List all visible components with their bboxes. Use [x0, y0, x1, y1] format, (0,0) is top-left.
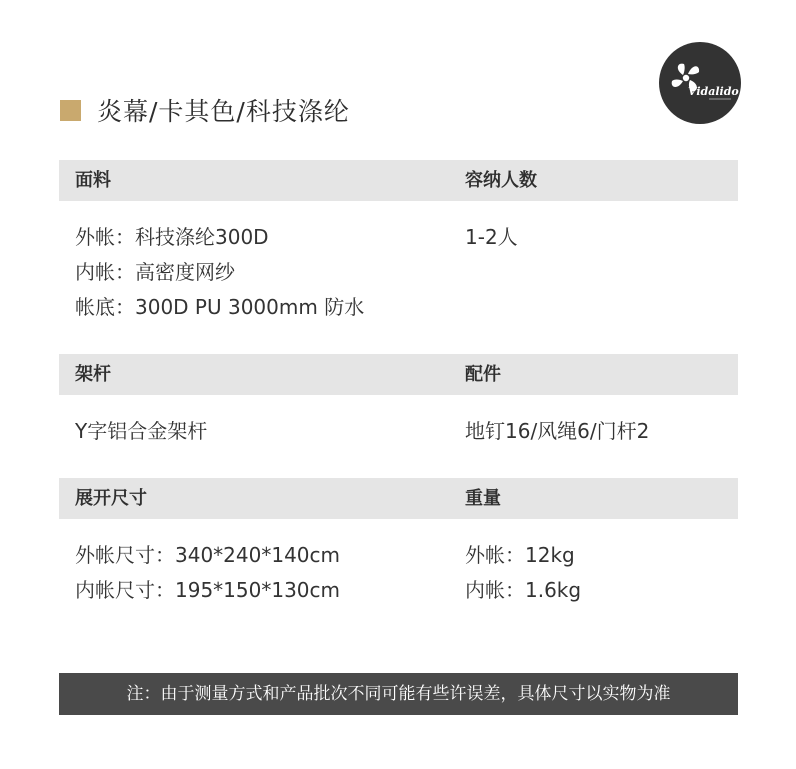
size-outer: 外帐尺寸：340*240*140cm	[75, 543, 340, 567]
header-size: 展开尺寸	[75, 488, 147, 509]
title-accent-square	[60, 100, 81, 121]
size-inner: 内帐尺寸：195*150*130cm	[75, 578, 340, 602]
fabric-floor: 帐底：300D PU 3000mm 防水	[75, 295, 365, 319]
brand-logo	[659, 42, 741, 124]
section-header-fabric	[59, 160, 738, 201]
section-header-poles	[59, 354, 738, 395]
poles-value: Y字铝合金架杆	[75, 419, 208, 443]
header-weight: 重量	[465, 488, 501, 509]
fabric-inner: 内帐：高密度网纱	[75, 260, 235, 284]
fan-logo-icon	[659, 42, 741, 124]
page-title-bar	[60, 92, 350, 128]
poles-details	[75, 414, 207, 449]
fabric-details	[75, 220, 364, 325]
weight-details	[465, 538, 581, 608]
header-accessories: 配件	[465, 364, 501, 385]
header-poles: 架杆	[75, 364, 111, 385]
logo-wordmark: Vidalido	[688, 85, 739, 98]
header-capacity: 容纳人数	[465, 170, 537, 191]
header-fabric: 面料	[75, 170, 111, 191]
weight-outer: 外帐：12kg	[465, 543, 575, 567]
fabric-outer: 外帐：科技涤纶300D	[75, 225, 269, 249]
footer-note: 注：由于测量方式和产品批次不同可能有些许误差，具体尺寸以实物为准	[59, 673, 738, 715]
weight-inner: 内帐：1.6kg	[465, 578, 582, 602]
capacity-value: 1-2人	[465, 225, 518, 249]
accessories-value: 地钉16/风绳6/门杆2	[465, 419, 650, 443]
page-title: 炎幕/卡其色/科技涤纶	[97, 97, 350, 126]
section-header-size	[59, 478, 738, 519]
accessories-details	[465, 414, 649, 449]
size-details	[75, 538, 340, 608]
capacity-details	[465, 220, 518, 255]
